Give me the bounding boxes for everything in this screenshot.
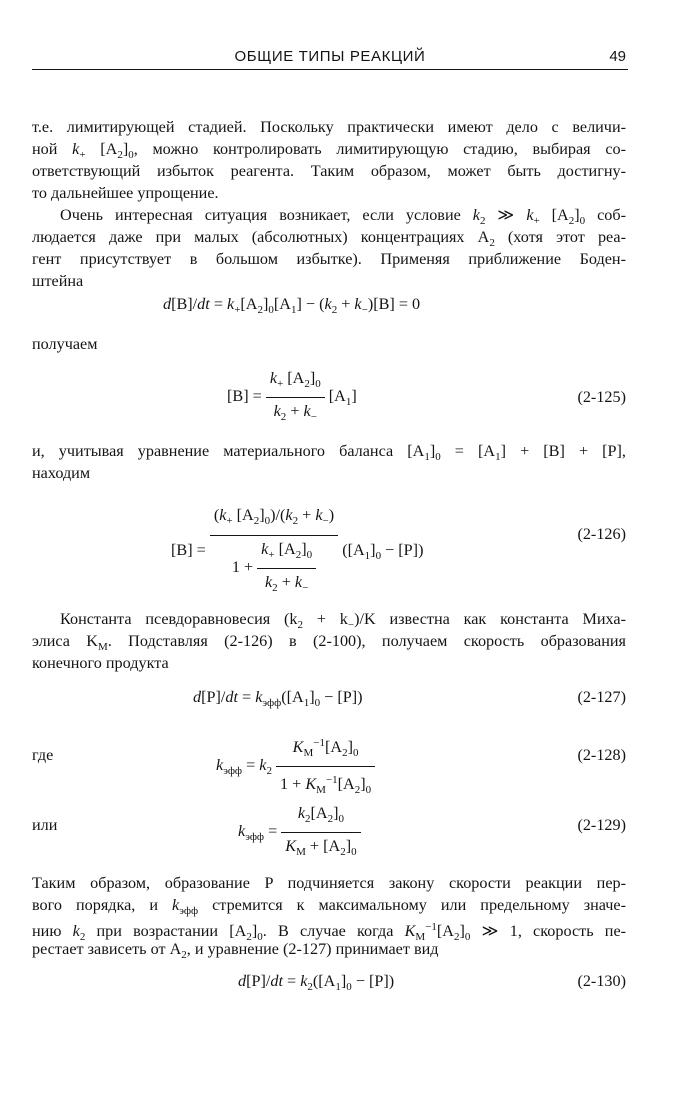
text-line: ответствующий избыток реагента. Таким образом, может быть достигну- xyxy=(32,162,626,180)
text-line: элиса $K_M$. Подставляя (2-126) в (2-100), получаем скорость образования xyxy=(32,632,626,653)
equation-number: (2-130) xyxy=(577,972,626,990)
equation-number: (2-125) xyxy=(577,388,626,406)
word-poluchaem: получаем xyxy=(32,335,98,353)
text-line: Константа псевдоравновесия $(k_2 + k_-)/K$ известна как константа Миха- xyxy=(60,610,626,631)
equation-2-125: [B] = $\frac{k_+ [A_2]_0}{k_2 + k_-}$ $[A_1]$ xyxy=(227,369,357,423)
text-line: то дальнейшее упрощение. xyxy=(32,184,219,202)
equation-2-130: $d[P]/dt = k_2([A_1]_0 - [P])$ xyxy=(238,972,395,993)
text-line: и, учитывая уравнение материального баланса $[A_1]_0 = [A_1] + [B] + [P]$, xyxy=(32,442,626,463)
header-rule xyxy=(32,69,628,70)
equation-2-128: $k_{эфф} = k_2$ $\frac{K_M^{-1}[A_2]_0}{1 + K_M^{-1}[A_2]_0}$ xyxy=(216,732,375,801)
text-line: гент присутствует в большом избытке). Применяя приближение Боден- xyxy=(32,250,626,268)
equation-number: (2-129) xyxy=(577,816,626,834)
equation-bodenstein: $d[B]/dt = k_+[A_2]_0[A_1] - (k_2 + k_-)[B] = 0$ xyxy=(163,295,421,316)
equation-number: (2-127) xyxy=(577,688,626,706)
text-line: находим xyxy=(32,464,91,482)
text-line: вого порядка, и $k_{эфф}$ стремится к максимальному или предельному значе- xyxy=(32,896,627,917)
equation-number: (2-128) xyxy=(577,746,626,764)
text-line: конечного продукта xyxy=(32,654,169,672)
equation-number: (2-126) xyxy=(577,525,626,543)
chapter-title: ОБЩИЕ ТИПЫ РЕАКЦИЙ xyxy=(234,48,426,65)
running-header xyxy=(32,44,628,70)
word-gde: где xyxy=(32,746,54,764)
equation-2-127: $d[P]/dt = k_{эфф}([A_1]_0 - [P])$ xyxy=(193,688,363,709)
equation-2-126: [B] = ($k_+$ $[A_2]_0)/(k_2 + k_-)$ 1 + $\frac{k_+ [A_2]_0}{k_2 + k_-}$ $([A_1]_0 - [P])$ xyxy=(171,506,424,594)
page-number: 49 xyxy=(609,48,626,65)
text-line: людается даже при малых (абсолютных) концентрациях $A_2$ (хотя этот реа- xyxy=(32,228,626,249)
text-line: т.е. лимитирующей стадией. Поскольку практически имеют дело с величи- xyxy=(32,118,626,136)
text-line: рестает зависеть от $A_2$, и уравнение (2-127) принимает вид xyxy=(32,940,439,961)
text-line: Очень интересная ситуация возникает, если условие $k_2$ ≫ $k_+$ $[A_2]_0$ соб- xyxy=(60,206,627,227)
text-line: ной $k_+$ $[A_2]_0$, можно контролировать лимитирующую стадию, выбирая со- xyxy=(32,140,626,161)
text-line: Таким образом, образование P подчиняется закону скорости реакции пер- xyxy=(32,874,626,892)
equation-2-129: $k_{эфф}$ = $\frac{k_2[A_2]_0}{K_M + [A_2]_0}$ xyxy=(238,802,361,863)
word-ili: или xyxy=(32,816,58,834)
text-line: нию $k_2$ при возрастании $[A_2]_0$. В случае когда $K_M^{-1}[A_2]_0$ ≫ 1, скорость пе- xyxy=(32,921,627,943)
text-line: штейна xyxy=(32,272,84,290)
